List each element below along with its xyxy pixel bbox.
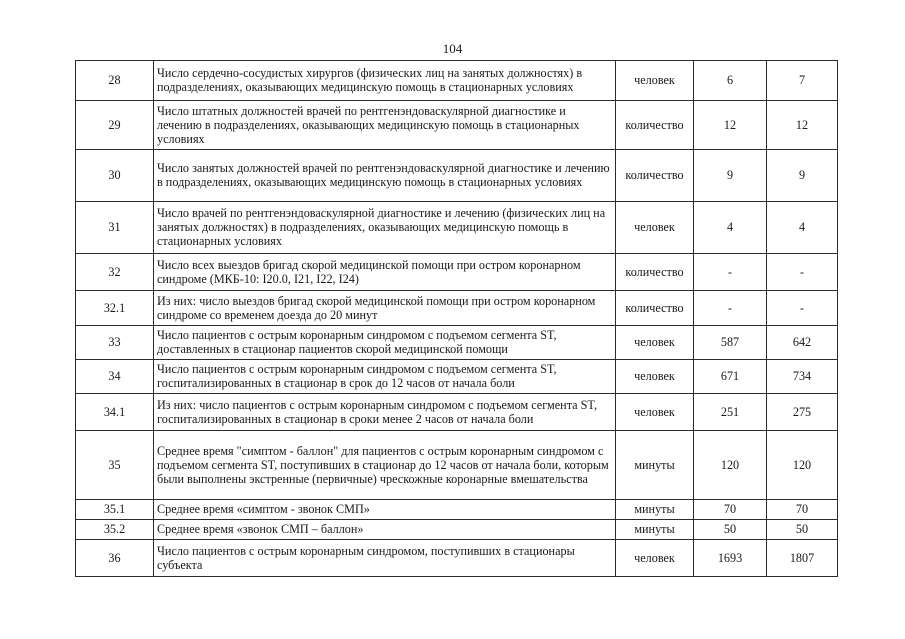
row-number: 36 — [76, 540, 154, 577]
row-unit: минуты — [616, 500, 694, 520]
table-row — [76, 101, 838, 150]
row-description: Среднее время «звонок СМП – баллон» — [154, 520, 616, 540]
row-unit: человек — [616, 360, 694, 394]
table-row — [76, 431, 838, 500]
row-description: Число занятых должностей врачей по рентгенэндоваскулярной диагностике и лечению в подразделениях, оказывающих медицинскую помощь в стационарных условиях — [154, 150, 616, 202]
row-unit: человек — [616, 326, 694, 360]
row-unit: количество — [616, 101, 694, 150]
table-row — [76, 291, 838, 326]
row-number: 35.1 — [76, 500, 154, 520]
row-unit: человек — [616, 61, 694, 101]
row-number: 29 — [76, 101, 154, 150]
row-description: Число сердечно-сосудистых хирургов (физических лиц на занятых должностях) в подразделениях, оказывающих медицинскую помощь в стационарных условиях — [154, 61, 616, 101]
table-row — [76, 360, 838, 394]
row-value-2: 50 — [767, 520, 838, 540]
row-number: 28 — [76, 61, 154, 101]
row-value-1: 50 — [694, 520, 767, 540]
row-value-2: 1807 — [767, 540, 838, 577]
row-number: 32 — [76, 254, 154, 291]
row-value-1: - — [694, 291, 767, 326]
row-value-1: 1693 — [694, 540, 767, 577]
row-number: 32.1 — [76, 291, 154, 326]
table-row — [76, 61, 838, 101]
row-number: 34 — [76, 360, 154, 394]
row-number: 30 — [76, 150, 154, 202]
row-value-2: 4 — [767, 202, 838, 254]
data-table — [75, 60, 838, 577]
table-row — [76, 254, 838, 291]
row-value-2: 70 — [767, 500, 838, 520]
row-value-2: 9 — [767, 150, 838, 202]
row-unit: человек — [616, 202, 694, 254]
row-number: 34.1 — [76, 394, 154, 431]
row-unit: минуты — [616, 520, 694, 540]
row-number: 35 — [76, 431, 154, 500]
row-description: Среднее время «симптом - звонок СМП» — [154, 500, 616, 520]
row-unit: количество — [616, 150, 694, 202]
row-unit: человек — [616, 394, 694, 431]
row-description: Число пациентов с острым коронарным синдромом с подъемом сегмента ST, доставленных в стационар пациентов скорой медицинской помощи — [154, 326, 616, 360]
table-row — [76, 150, 838, 202]
row-value-1: 12 — [694, 101, 767, 150]
page-number: 104 — [442, 41, 463, 56]
row-description: Число всех выездов бригад скорой медицинской помощи при остром коронарном синдроме (МКБ-10: I20.0, I21, I22, I24) — [154, 254, 616, 291]
table-row — [76, 326, 838, 360]
table-row — [76, 540, 838, 577]
row-description: Из них: число выездов бригад скорой медицинской помощи при остром коронарном синдроме со временем доезда до 20 минут — [154, 291, 616, 326]
row-value-2: 120 — [767, 431, 838, 500]
row-description: Число штатных должностей врачей по рентгенэндоваскулярной диагностике и лечению в подразделениях, оказывающих медицинскую помощь в стационарных условиях — [154, 101, 616, 150]
row-value-2: 275 — [767, 394, 838, 431]
row-description: Число пациентов с острым коронарным синдромом, поступивших в стационары субъекта — [154, 540, 616, 577]
table-row — [76, 394, 838, 431]
row-value-2: 734 — [767, 360, 838, 394]
row-description: Из них: число пациентов с острым коронарным синдромом с подъемом сегмента ST, госпитализированных в стационар в сроки менее 2 часов от начала боли — [154, 394, 616, 431]
row-value-2: 12 — [767, 101, 838, 150]
row-description: Число пациентов с острым коронарным синдромом с подъемом сегмента ST, госпитализированных в стационар в срок до 12 часов от начала боли — [154, 360, 616, 394]
row-value-1: 70 — [694, 500, 767, 520]
row-value-2: - — [767, 291, 838, 326]
row-unit: количество — [616, 254, 694, 291]
row-value-1: 6 — [694, 61, 767, 101]
row-value-1: 587 — [694, 326, 767, 360]
row-description: Среднее время "симптом - баллон" для пациентов с острым коронарным синдромом с подъемом сегмента ST, поступивших в стационар до 12 часов от начала боли, которым были выполнены экстренные (первичные) чрескожные коронарные вмешательства — [154, 431, 616, 500]
row-value-2: 642 — [767, 326, 838, 360]
table-row — [76, 520, 838, 540]
row-value-2: - — [767, 254, 838, 291]
row-value-1: 9 — [694, 150, 767, 202]
row-number: 35.2 — [76, 520, 154, 540]
row-value-1: 671 — [694, 360, 767, 394]
row-value-1: 120 — [694, 431, 767, 500]
table-row — [76, 500, 838, 520]
row-value-2: 7 — [767, 61, 838, 101]
row-number: 33 — [76, 326, 154, 360]
row-value-1: - — [694, 254, 767, 291]
row-value-1: 4 — [694, 202, 767, 254]
row-value-1: 251 — [694, 394, 767, 431]
row-description: Число врачей по рентгенэндоваскулярной диагностике и лечению (физических лиц на занятых должностях) в подразделениях, оказывающих медицинскую помощь в стационарных условиях — [154, 202, 616, 254]
row-unit: минуты — [616, 431, 694, 500]
table-row — [76, 202, 838, 254]
row-unit: количество — [616, 291, 694, 326]
row-number: 31 — [76, 202, 154, 254]
row-unit: человек — [616, 540, 694, 577]
